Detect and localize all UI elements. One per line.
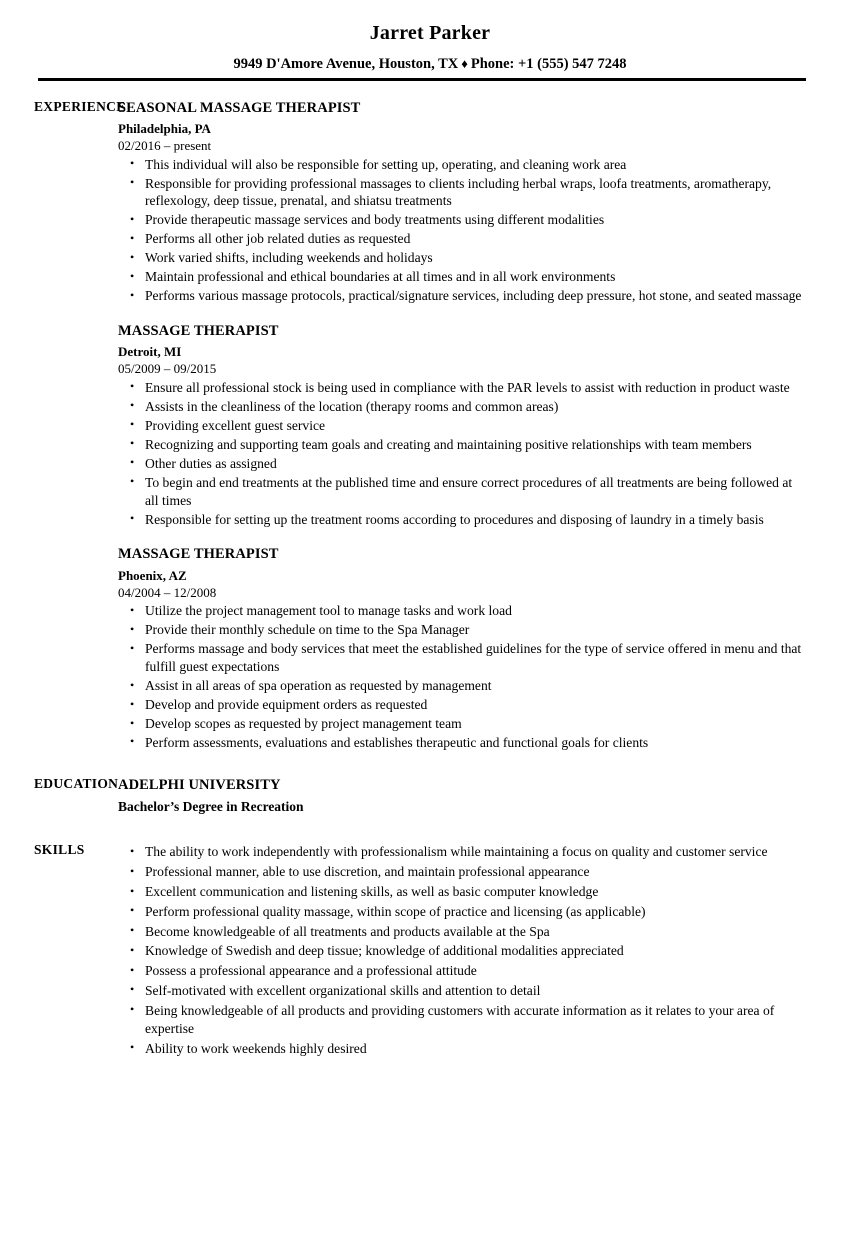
list-item: • Performs all other job related duties as requested xyxy=(118,230,802,248)
list-item: • Providing excellent guest service xyxy=(118,417,802,435)
job-bullet-list xyxy=(118,156,802,306)
experience-section xyxy=(0,99,860,752)
list-item: • Self-motivated with excellent organizational skills and attention to detail xyxy=(118,982,802,1000)
contact-line xyxy=(0,56,860,73)
list-item: • Performs various massage protocols, practical/signature services, including deep pressure, hot stone, and seated massage xyxy=(118,287,802,305)
job-dates: 02/2016 – present xyxy=(118,137,212,153)
list-item: • Assists in the cleanliness of the location (therapy rooms and common areas) xyxy=(118,398,802,416)
experience-entries xyxy=(118,99,860,752)
section-label-skills: SKILLS xyxy=(34,841,85,857)
list-item: • Perform professional quality massage, within scope of practice and licensing (as applicable) xyxy=(118,903,802,921)
contact-address: 9949 D'Amore Avenue, Houston, TX xyxy=(233,56,459,72)
list-item: • This individual will also be responsible for setting up, operating, and cleaning work area xyxy=(118,156,802,174)
list-item: • Develop and provide equipment orders as requested xyxy=(118,696,802,714)
job-location: Detroit, MI xyxy=(118,344,182,360)
section-label-experience: EXPERIENCE xyxy=(34,98,126,114)
experience-entry xyxy=(118,322,802,528)
list-item: • Ensure all professional stock is being used in compliance with the PAR levels to assist with reduction in product waste xyxy=(118,379,802,397)
list-item: • Develop scopes as requested by project management team xyxy=(118,715,802,733)
list-item: • Performs massage and body services that meet the established guidelines for the type of service offered in menu and that fulfill guest expectations xyxy=(118,640,802,676)
job-location: Philadelphia, PA xyxy=(118,120,211,136)
list-item: • To begin and end treatments at the published time and ensure correct procedures of all treatments are being followed at all times xyxy=(118,474,802,510)
candidate-name: Jarret Parker xyxy=(369,22,491,44)
job-location: Phoenix, AZ xyxy=(118,567,187,583)
list-item: • Ability to work weekends highly desired xyxy=(118,1040,802,1058)
list-item: • Provide their monthly schedule on time to the Spa Manager xyxy=(118,621,802,639)
list-item: • Maintain professional and ethical boundaries at all times and in all work environments xyxy=(118,268,802,286)
job-bullet-list xyxy=(118,379,802,529)
education-entries xyxy=(118,776,860,816)
list-item: • Recognizing and supporting team goals and creating and maintaining positive relationships with team members xyxy=(118,436,802,454)
list-item: • Excellent communication and listening skills, as well as basic computer knowledge xyxy=(118,883,802,901)
list-item: • Responsible for providing professional massages to clients including herbal wraps, loofa treatments, aromatherapy, reflexology, deep tissue, prenatal, and shiatsu treatments xyxy=(118,175,802,211)
section-label-education: EDUCATION xyxy=(34,775,119,791)
degree-name: Bachelor’s Degree in Recreation xyxy=(118,798,304,814)
job-title: MASSAGE THERAPIST xyxy=(118,323,279,340)
diamond-separator-icon: ♦ xyxy=(461,56,468,71)
list-item: • The ability to work independently with professionalism while maintaining a focus on quality and customer service xyxy=(118,843,802,861)
list-item: • Work varied shifts, including weekends and holidays xyxy=(118,249,802,267)
list-item: • Assist in all areas of spa operation as requested by management xyxy=(118,677,802,695)
resume-header xyxy=(0,0,860,81)
list-item: • Provide therapeutic massage services and body treatments using different modalities xyxy=(118,211,802,229)
education-section xyxy=(0,776,860,816)
list-item: • Knowledge of Swedish and deep tissue; knowledge of additional modalities appreciated xyxy=(118,942,802,960)
experience-entry xyxy=(118,545,802,751)
list-item: • Being knowledgeable of all products and providing customers with accurate information as it relates to your area of expertise xyxy=(118,1002,802,1039)
header-divider xyxy=(38,78,806,81)
list-item: • Other duties as assigned xyxy=(118,455,802,473)
experience-entry xyxy=(118,99,802,305)
skills-section xyxy=(0,842,860,1058)
job-dates: 05/2009 – 09/2015 xyxy=(118,361,217,377)
job-title: SEASONAL MASSAGE THERAPIST xyxy=(118,99,361,116)
job-bullet-list xyxy=(118,602,802,752)
list-item: • Possess a professional appearance and a professional attitude xyxy=(118,962,802,980)
job-dates: 04/2004 – 12/2008 xyxy=(118,584,217,600)
skills-entries xyxy=(118,842,860,1058)
list-item: • Utilize the project management tool to manage tasks and work load xyxy=(118,602,802,620)
list-item: • Perform assessments, evaluations and establishes therapeutic and functional goals for clients xyxy=(118,734,802,752)
list-item: • Become knowledgeable of all treatments and products available at the Spa xyxy=(118,923,802,941)
skills-bullet-list xyxy=(118,843,802,1058)
list-item: • Professional manner, able to use discretion, and maintain professional appearance xyxy=(118,863,802,881)
job-title: MASSAGE THERAPIST xyxy=(118,546,279,563)
contact-phone: Phone: +1 (555) 547 7248 xyxy=(470,56,627,72)
list-item: • Responsible for setting up the treatment rooms according to procedures and disposing of laundry in a timely basis xyxy=(118,511,802,529)
school-name: ADELPHI UNIVERSITY xyxy=(118,776,281,793)
